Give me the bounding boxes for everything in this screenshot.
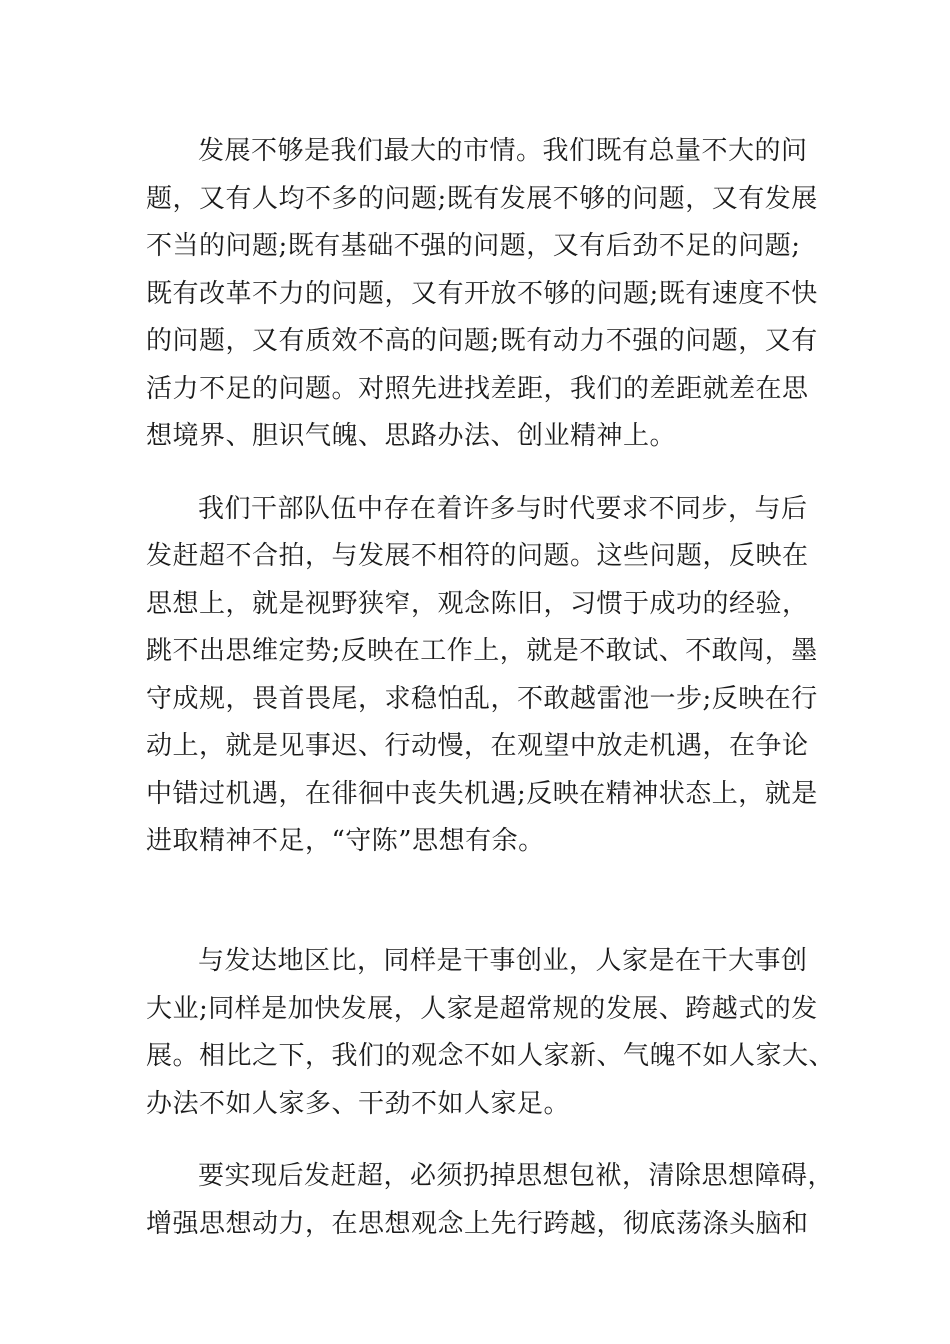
text-line: 守成规，畏首畏尾，求稳怕乱，不敢越雷池一步;反映在行	[146, 683, 818, 714]
text-line: 动上，就是见事迟、行动慢，在观望中放走机遇，在争论	[146, 731, 809, 761]
paragraph-4	[146, 1153, 835, 1248]
text-line: 办法不如人家多、干劲不如人家足。	[146, 1088, 571, 1119]
text-line: 进取精神不足，“守陈”思想有余。	[146, 826, 545, 856]
text-line: 展。相比之下，我们的观念不如人家新、气魄不如人家大、	[146, 1041, 836, 1071]
paragraph-2	[146, 486, 818, 914]
text-line: 既有改革不力的问题，又有开放不够的问题;既有速度不快	[146, 278, 818, 309]
paragraph-3	[146, 938, 836, 1128]
text-line: 发展不够是我们最大的市情。我们既有总量不大的问	[198, 136, 808, 166]
text-line: 的问题，又有质效不高的问题;既有动力不强的问题，又有	[146, 326, 818, 356]
text-line: 思想上，就是视野狭窄，观念陈旧，习惯于成功的经验，	[146, 588, 809, 619]
text-line: 不当的问题;既有基础不强的问题，又有后劲不足的问题;	[146, 231, 801, 261]
text-line: 要实现后发赶超，必须扔掉思想包袱，清除思想障碍，	[198, 1161, 835, 1191]
text-line: 与发达地区比，同样是干事创业，人家是在干大事创	[198, 946, 808, 976]
text-line: 我们干部队伍中存在着许多与时代要求不同步，与后	[198, 493, 808, 524]
text-line: 活力不足的问题。对照先进找差距，我们的差距就差在思	[146, 373, 809, 404]
text-line	[146, 866, 798, 914]
text-line: 跳不出思维定势;反映在工作上，就是不敢试、不敢闯，墨	[146, 636, 818, 666]
text-line: 发赶超不合拍，与发展不相符的问题。这些问题，反映在	[146, 541, 809, 571]
text-line: 大业;同样是加快发展，人家是超常规的发展、跨越式的发	[146, 993, 818, 1024]
document-body	[146, 128, 836, 1273]
text-line: 增强思想动力，在思想观念上先行跨越，彻底荡涤头脑和	[146, 1208, 809, 1239]
text-line: 中错过机遇，在徘徊中丧失机遇;反映在精神状态上，就是	[146, 778, 818, 809]
text-line: 题，又有人均不多的问题;既有发展不够的问题，又有发展	[146, 183, 818, 214]
paragraph-1	[146, 128, 818, 461]
text-line: 想境界、胆识气魄、思路办法、创业精神上。	[146, 421, 677, 451]
